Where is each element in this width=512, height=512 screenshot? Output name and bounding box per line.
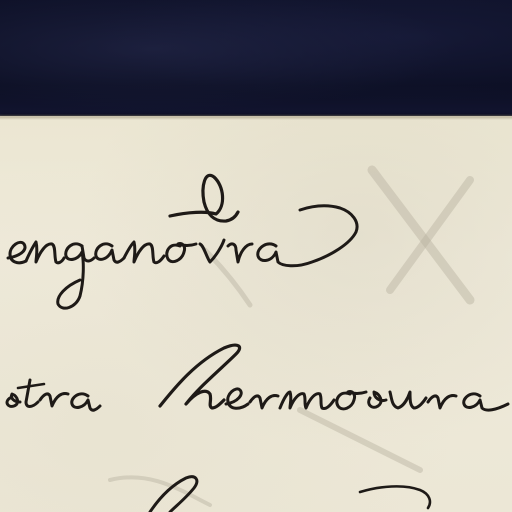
show-through-stroke-2 bbox=[390, 180, 470, 290]
show-through-marks bbox=[110, 170, 470, 505]
line-3-strokes bbox=[7, 345, 508, 410]
show-through-stroke-3 bbox=[300, 410, 420, 470]
show-through-stroke-1 bbox=[372, 170, 470, 300]
line-1-strokes bbox=[170, 175, 238, 221]
line-2-strokes bbox=[8, 206, 357, 308]
